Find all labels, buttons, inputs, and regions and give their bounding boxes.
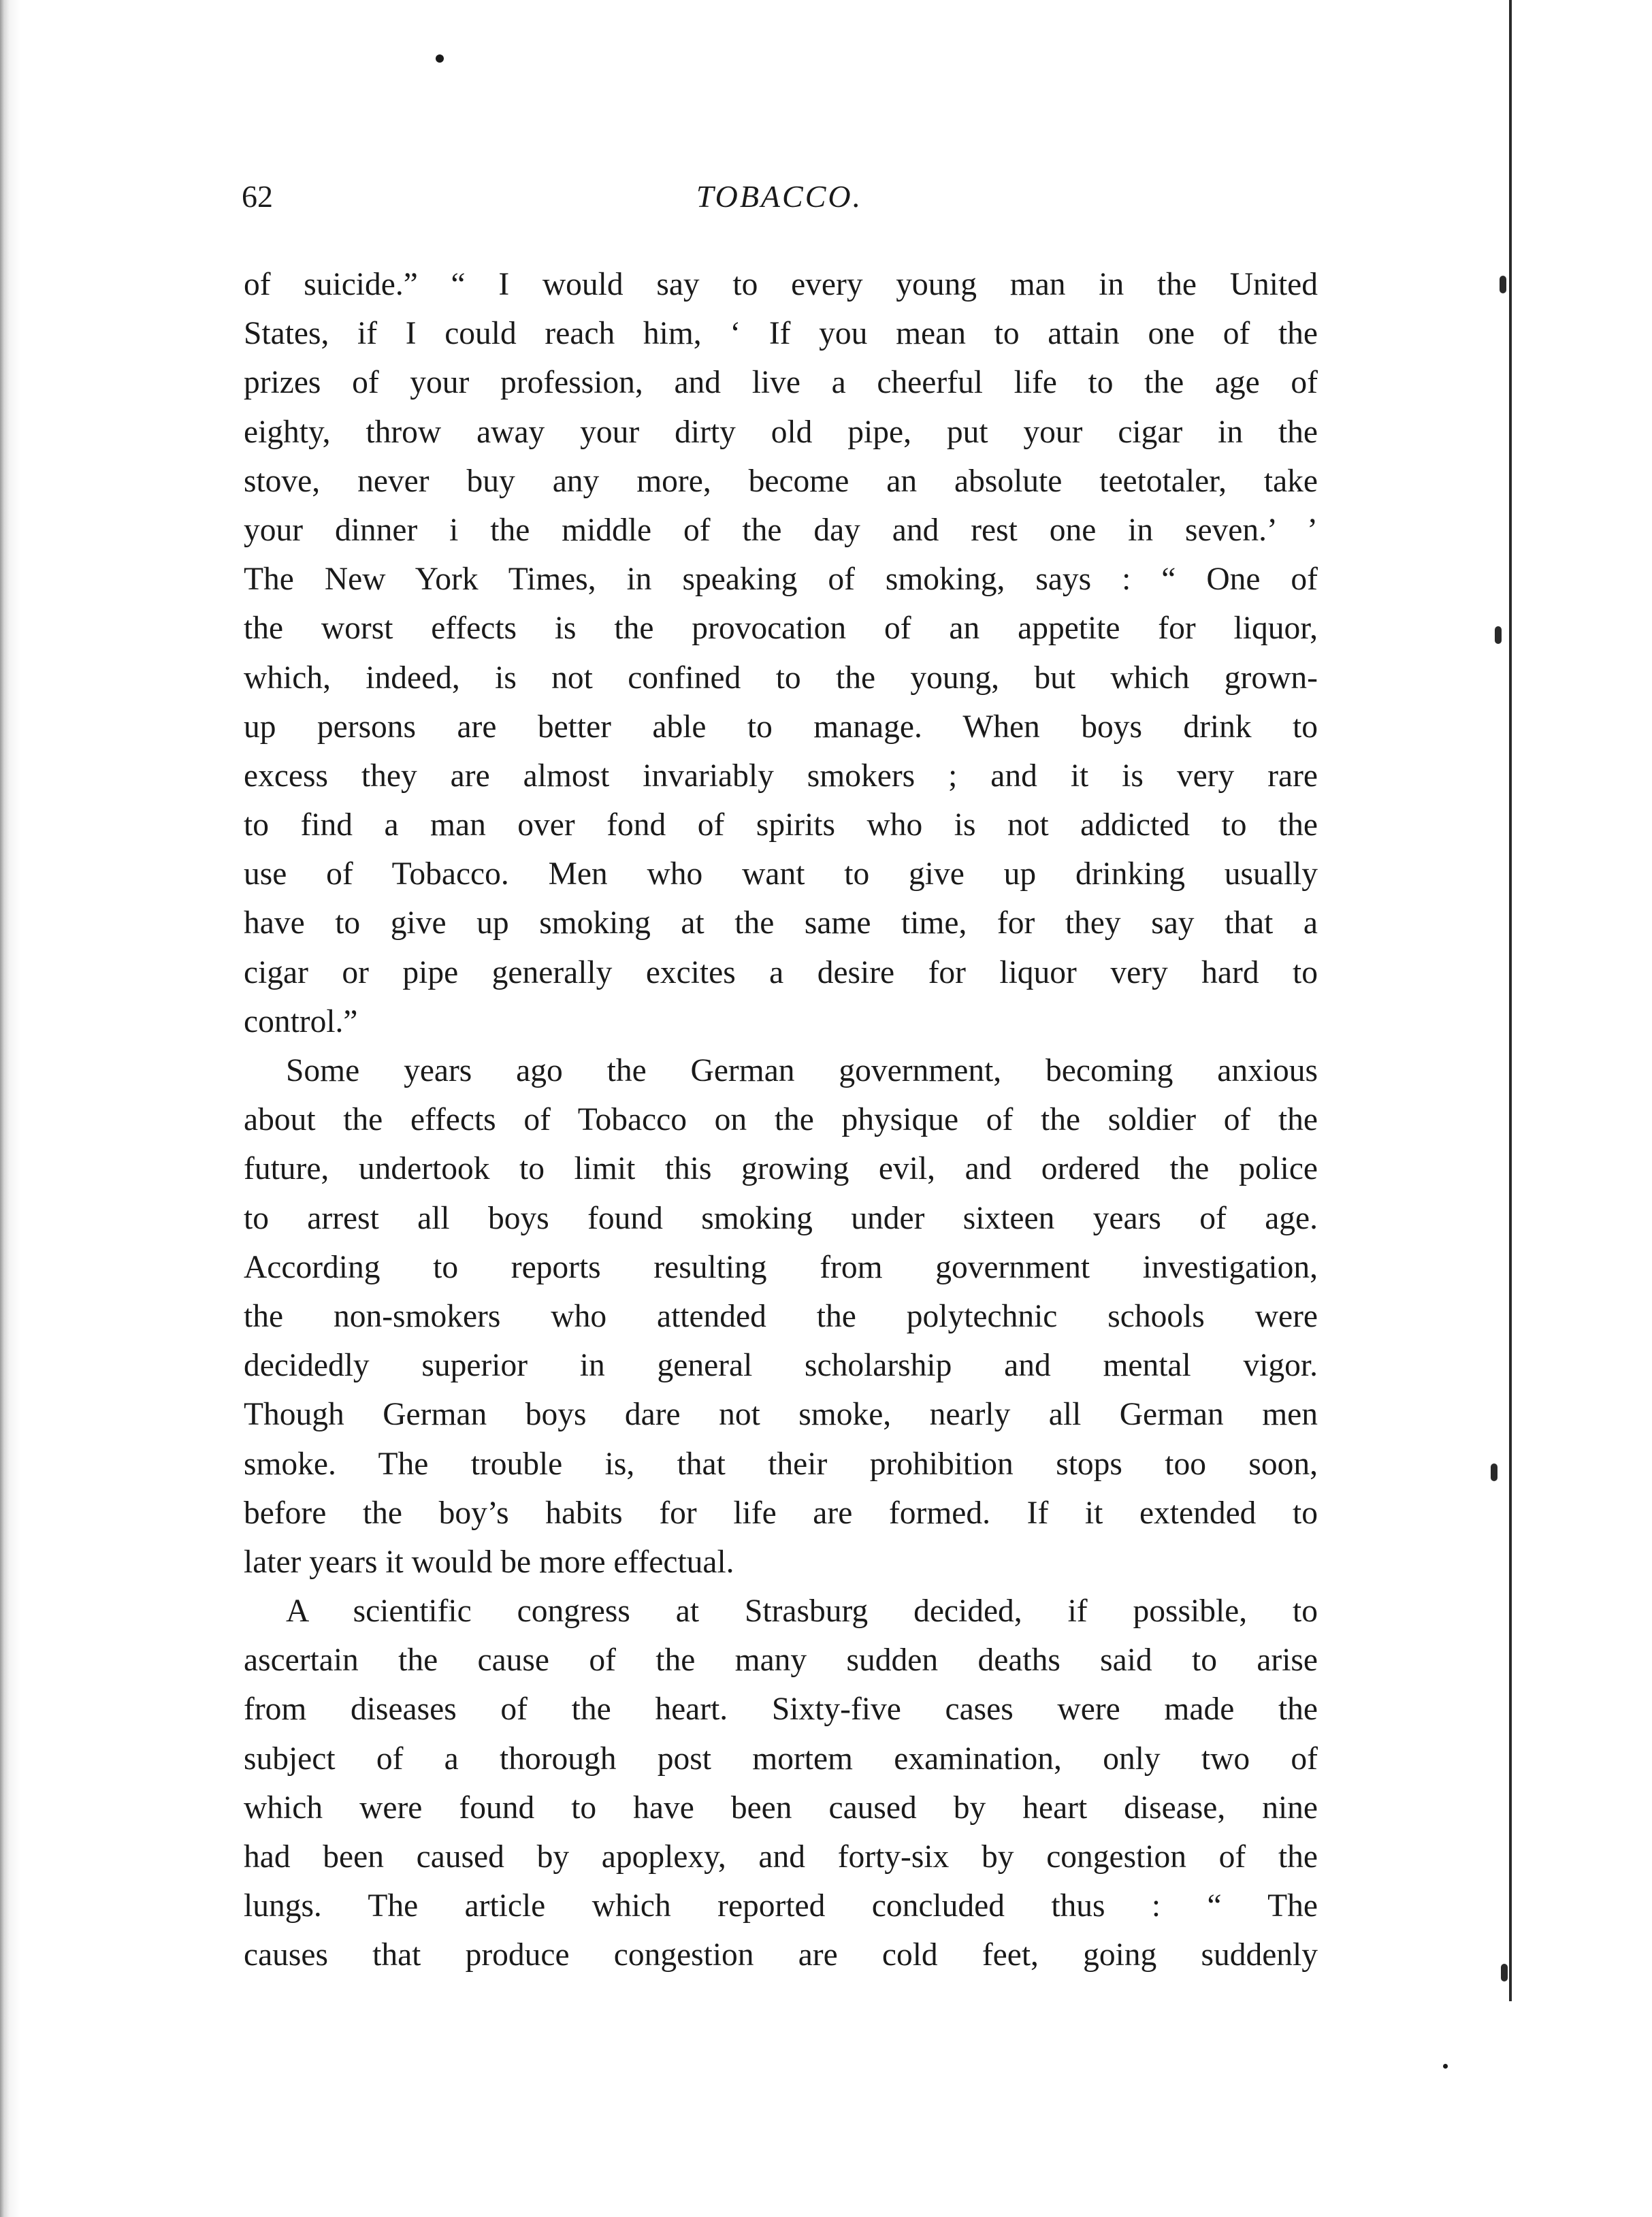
text-line: the worst effects is the provocation of an appetite for liquor,: [244, 611, 1318, 647]
text-line: control.”: [244, 1003, 358, 1039]
text-line: subject of a thorough post mortem examination, only two of: [244, 1741, 1318, 1777]
text-line: excess they are almost invariably smokers ; and it is very rare: [244, 758, 1318, 794]
body-text: [244, 260, 1318, 1980]
edge-mark: [1491, 1463, 1497, 1481]
page-title: TOBACCO.: [696, 179, 863, 214]
running-head: [242, 178, 1317, 226]
text-line: Though German boys dare not smoke, nearly all German men: [244, 1397, 1318, 1433]
text-line: use of Tobacco. Men who want to give up drinking usually: [244, 856, 1318, 892]
text-line: ascertain the cause of the many sudden deaths said to arise: [244, 1642, 1318, 1679]
text-line: the non-smokers who attended the polytechnic schools were: [244, 1298, 1318, 1334]
text-line: Some years ago the German government, becoming anxious: [286, 1053, 1318, 1088]
text-line: A scientific congress at Strasburg decided, if possible, to: [286, 1593, 1318, 1630]
text-line: prizes of your profession, and live a cheerful life to the age of: [244, 365, 1318, 401]
text-line: cigar or pipe generally excites a desire for liquor very hard to: [244, 954, 1318, 990]
text-line: to find a man over fond of spirits who is not addicted to the: [244, 807, 1318, 843]
text-line: about the effects of Tobacco on the physique of the soldier of the: [244, 1102, 1318, 1138]
print-speck: [436, 54, 444, 63]
text-line: had been caused by apoplexy, and forty-six by congestion of the: [244, 1839, 1318, 1875]
page-number: 62: [242, 179, 273, 214]
text-line: your dinner i the middle of the day and rest one in seven.’ ’: [244, 512, 1318, 548]
text-line: which, indeed, is not confined to the young, but which grown-: [244, 660, 1318, 696]
text-line: States, if I could reach him, ‘ If you mean to attain one of the: [244, 316, 1318, 352]
text-line: up persons are better able to manage. When boys drink to: [244, 709, 1318, 745]
text-line: lungs. The article which reported concluded thus : “ The: [244, 1888, 1318, 1924]
text-line: later years it would be more effectual.: [244, 1544, 734, 1580]
text-line: to arrest all boys found smoking under sixteen years of age.: [244, 1200, 1318, 1236]
text-line: causes that produce congestion are cold feet, going suddenly: [244, 1937, 1318, 1973]
edge-mark: [1495, 626, 1502, 644]
text-line: which were found to have been caused by heart disease, nine: [244, 1790, 1318, 1826]
text-line: smoke. The trouble is, that their prohibition stops too soon,: [244, 1446, 1318, 1482]
text-line: of suicide.” “ I would say to every young man in the United: [244, 267, 1318, 302]
print-speck: [1443, 2064, 1448, 2069]
text-line: The New York Times, in speaking of smoking, says : “ One of: [244, 562, 1318, 598]
text-line: from diseases of the heart. Sixty-five cases were made the: [244, 1692, 1318, 1728]
page-right-edge-rule: [1509, 0, 1512, 2001]
page-left-edge-shadow: [0, 0, 20, 2217]
text-line: eighty, throw away your dirty old pipe, put your cigar in the: [244, 414, 1318, 450]
text-line: future, undertook to limit this growing evil, and ordered the police: [244, 1151, 1318, 1187]
text-line: decidedly superior in general scholarship and mental vigor.: [244, 1348, 1318, 1384]
text-line: have to give up smoking at the same time, for they say that a: [244, 905, 1318, 941]
text-line: before the boy’s habits for life are formed. If it extended to: [244, 1495, 1318, 1531]
text-line: stove, never buy any more, become an absolute teetotaler, take: [244, 463, 1318, 499]
text-line: According to reports resulting from government investigation,: [244, 1249, 1318, 1285]
edge-mark: [1501, 1964, 1508, 1981]
edge-mark: [1500, 276, 1506, 293]
